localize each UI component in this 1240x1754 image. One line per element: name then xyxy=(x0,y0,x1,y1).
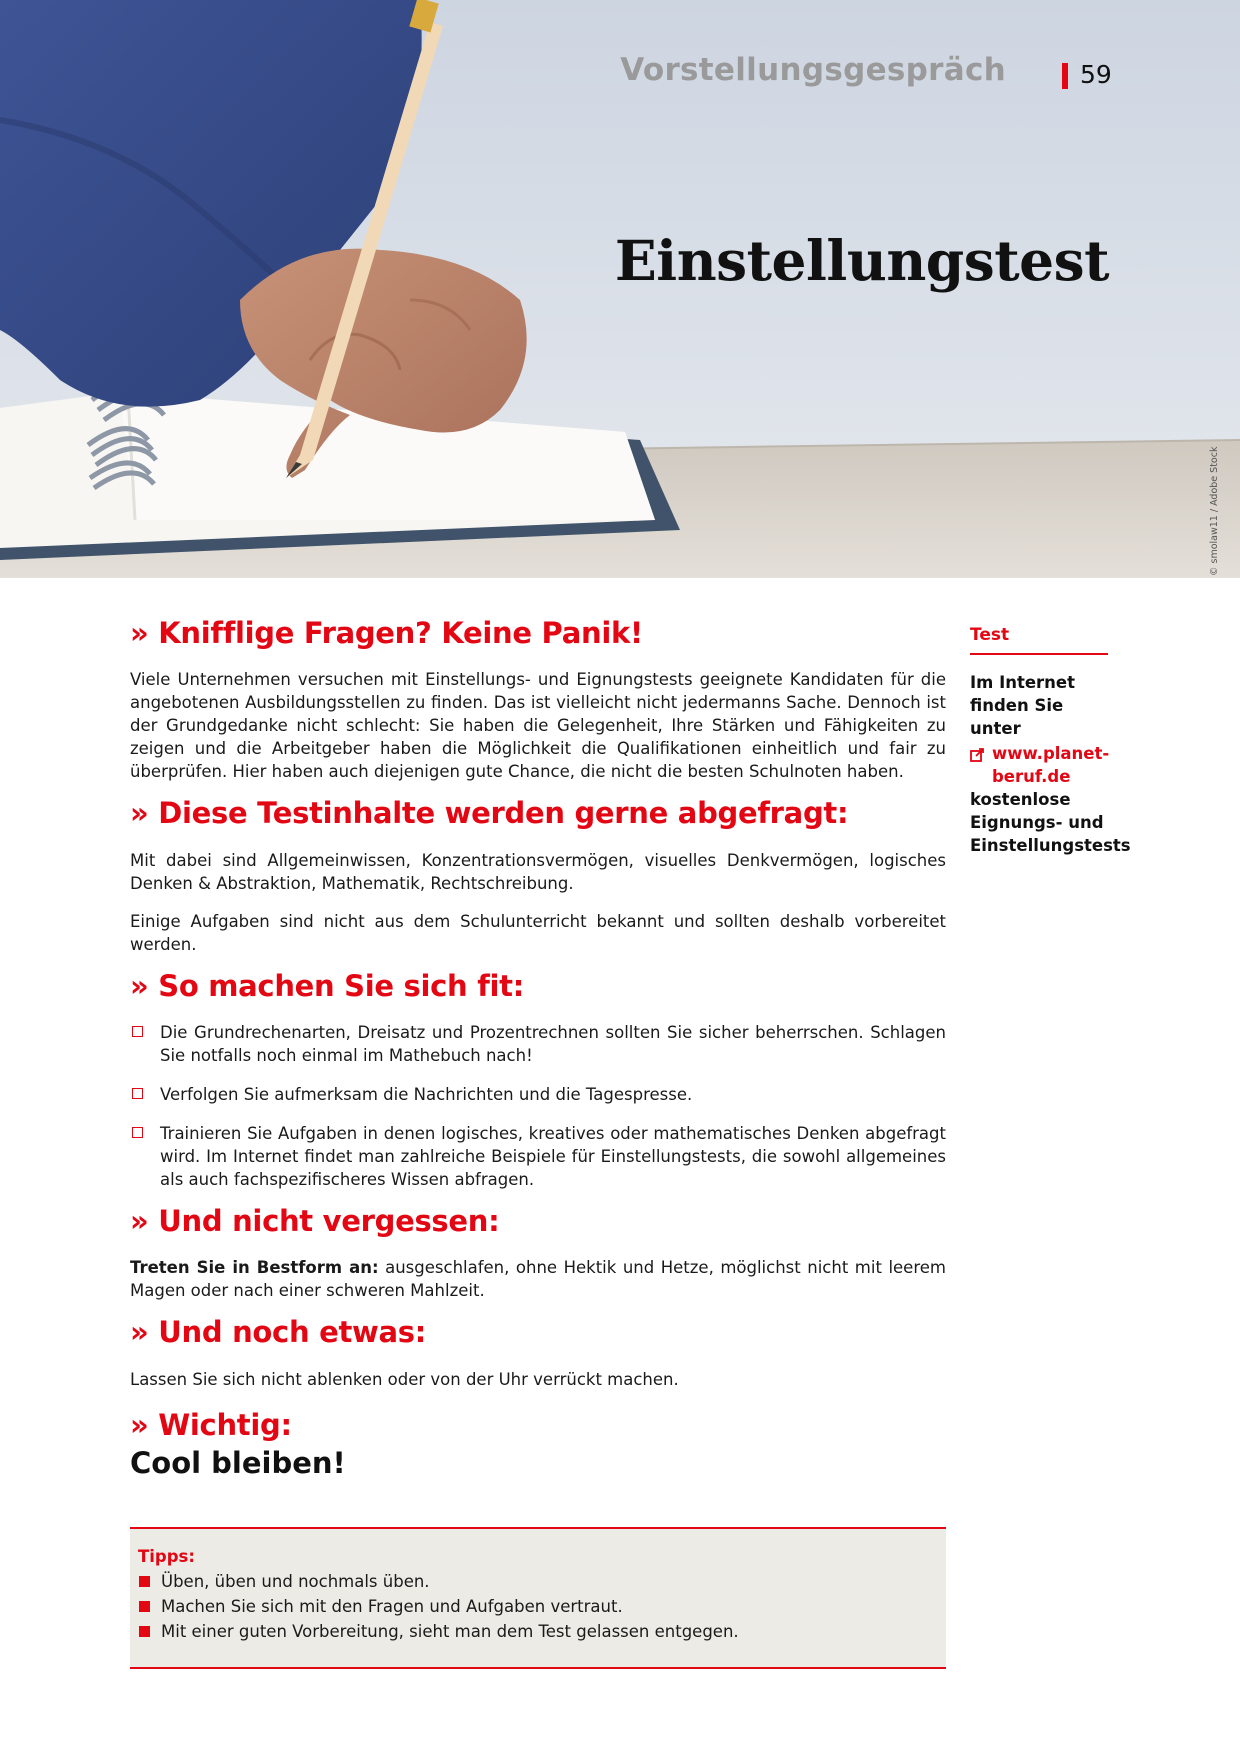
heading-fit: » So machen Sie sich fit: xyxy=(130,968,525,1003)
sidebar-heading: Test xyxy=(970,625,1108,655)
tips-box xyxy=(130,1527,946,1669)
tip-item: Üben, üben und nochmals üben. xyxy=(138,1569,938,1594)
external-link-icon xyxy=(970,745,985,768)
testinhalte-paragraph: Mit dabei sind Allgemeinwissen, Konzentrationsvermögen, visuelles Denkvermögen, logisches Denken & Abstraktion, Mathematik, Rechtschreibung. xyxy=(130,850,946,893)
intro-paragraph: Viele Unternehmen versuchen mit Einstellungs- und Eignungstests geeignete Kandidaten für die angebotenen Ausbildungsstellen zu finden. Das ist vielleicht nicht jedermanns Sache. Dennoch ist der Grundgedanke nicht schlecht: Sie haben die Gelegenheit, Ihre Stärken und Fähigkeiten zu zeigen und die Arbeitgeber haben die Möglichkeit die Qualifikationen einheitlich und fair zu überprüfen. Hier haben auch diejenigen gute Chance, die nicht die besten Schulnoten haben. xyxy=(130,670,946,782)
red-square-bullet-icon xyxy=(139,1626,150,1637)
sidebar-outro: kostenlose Eignungs- und Einstellungstests xyxy=(970,790,1131,855)
heading-wichtig: » Wichtig: xyxy=(130,1407,292,1442)
heading-nicht-vergessen: » Und nicht vergessen: xyxy=(130,1204,500,1239)
heading-testinhalte: » Diese Testinhalte werden gerne abgefragt: xyxy=(130,796,849,831)
red-square-bullet-icon xyxy=(139,1576,150,1587)
heading-knifflige-fragen: » Knifflige Fragen? Keine Panik! xyxy=(130,616,643,650)
fit-checklist xyxy=(130,1021,946,1191)
main-content xyxy=(130,617,946,1480)
page-number: 59 xyxy=(1080,60,1112,89)
bestform-lead: Treten Sie in Bestform an: xyxy=(130,1258,379,1278)
red-square-bullet-icon xyxy=(139,1601,150,1612)
heading-noch-etwas: » Und noch etwas: xyxy=(130,1315,427,1350)
page-number-bar xyxy=(1062,63,1068,89)
checklist-item: Trainieren Sie Aufgaben in denen logisches, kreatives oder mathematisches Denken abgefragt wird. Im Internet findet man zahlreiche Beispiele für Einstellungstests, die sowohl allgemeines als auch fachspezifischeres Wissen abfragen. xyxy=(130,1122,946,1191)
checkbox-icon xyxy=(132,1088,143,1099)
page-title: Einstellungstest xyxy=(614,228,1109,293)
noch-etwas-paragraph: Lassen Sie sich nicht ablenken oder von der Uhr verrückt machen. xyxy=(130,1369,679,1389)
planet-beruf-link[interactable] xyxy=(970,742,1108,788)
link-text-line2[interactable]: beruf.de xyxy=(992,767,1071,786)
checklist-item: Die Grundrechenarten, Dreisatz und Prozentrechnen sollten Sie sicher beherrschen. Schlagen Sie notfalls noch einmal im Mathebuch nach! xyxy=(130,1021,946,1067)
bestform-text: ausgeschlafen, ohne Hektik und Hetze, möglichst nicht mit leerem Magen oder nach einer schweren Mahlzeit. xyxy=(130,1258,946,1301)
cool-bleiben-emphasis: Cool bleiben! xyxy=(130,1446,346,1481)
photo-credit: © smolaw11 / Adobe Stock xyxy=(1209,446,1220,576)
hero-photo xyxy=(0,0,1240,578)
checklist-item: Verfolgen Sie aufmerksam die Nachrichten und die Tagespresse. xyxy=(130,1083,946,1106)
bestform-paragraph xyxy=(130,1256,946,1302)
tips-label: Tipps: xyxy=(138,1547,195,1566)
sidebar-test xyxy=(970,625,1131,857)
tip-item: Mit einer guten Vorbereitung, sieht man dem Test gelassen entgegen. xyxy=(138,1619,938,1644)
testinhalte-paragraph-2: Einige Aufgaben sind nicht aus dem Schulunterricht bekannt und sollten deshalb vorbereitet werden. xyxy=(130,911,946,954)
link-text-line1[interactable]: www.planet- xyxy=(992,744,1110,763)
section-title: Vorstellungsgespräch xyxy=(620,52,1006,88)
checkbox-icon xyxy=(132,1026,143,1037)
tips-list xyxy=(138,1569,938,1644)
sidebar-intro: Im Internet finden Sie unter xyxy=(970,673,1076,738)
tip-item: Machen Sie sich mit den Fragen und Aufgaben vertraut. xyxy=(138,1594,938,1619)
checkbox-icon xyxy=(132,1127,143,1138)
